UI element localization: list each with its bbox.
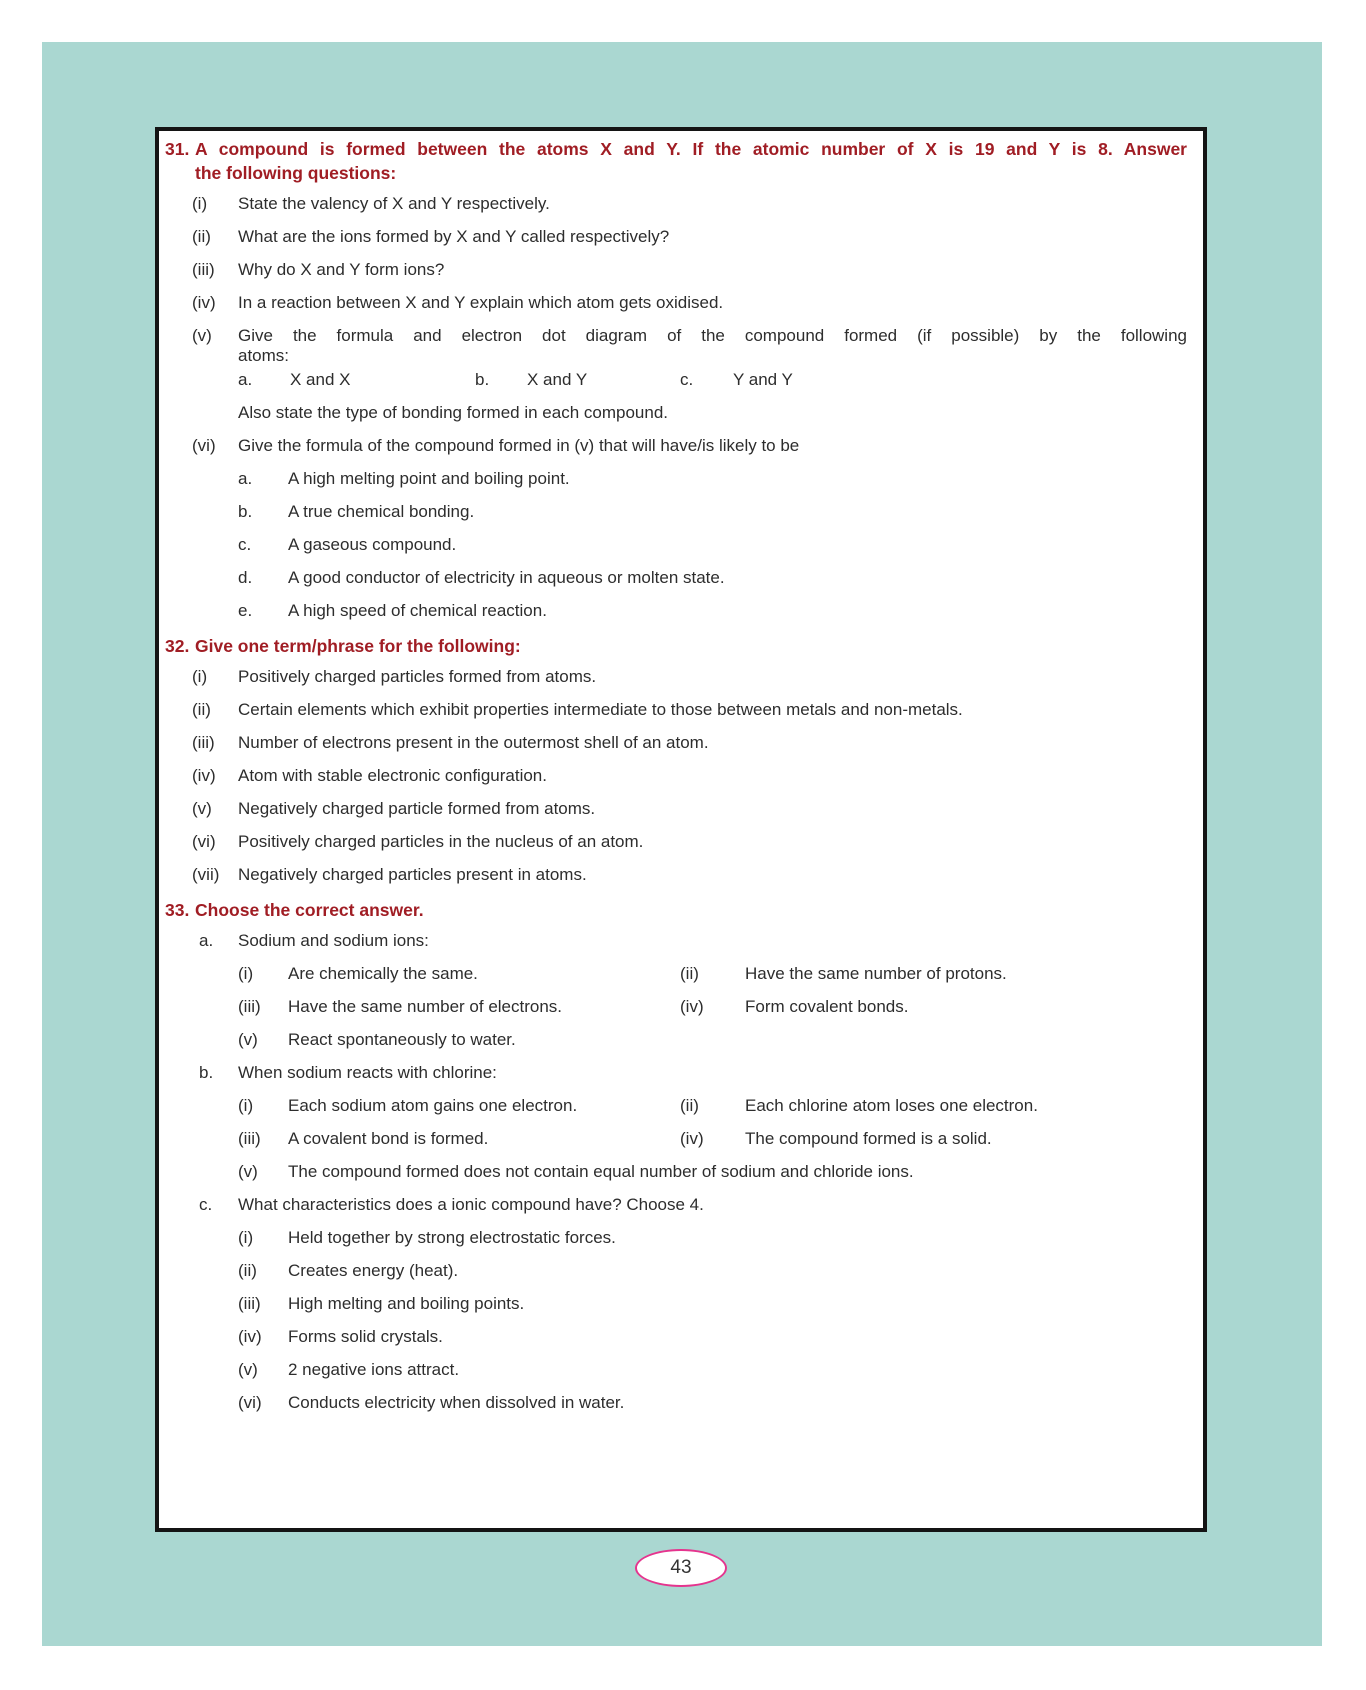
option-text: A gaseous compound.	[288, 535, 457, 554]
item-text: In a reaction between X and Y explain which atom gets oxidised.	[238, 293, 724, 312]
option-text: A true chemical bonding.	[288, 502, 475, 521]
option-label: a.	[238, 370, 253, 389]
item-label: (iii)	[192, 733, 215, 752]
item-text-line: Give the formula and electron dot diagram of the compound formed (if possible) by the following	[238, 326, 1187, 345]
option-text: Each chlorine atom loses one electron.	[745, 1096, 1038, 1115]
option-row	[159, 1261, 1203, 1281]
item-note	[159, 403, 1203, 423]
option-row-two-col	[159, 1129, 1203, 1149]
inline-option-row	[159, 370, 1203, 390]
item-text: Positively charged particles in the nucleus of an atom.	[238, 832, 644, 851]
question-item	[159, 832, 1203, 852]
question-item	[159, 436, 1203, 456]
option-label: (iii)	[238, 997, 261, 1016]
option-text: Creates energy (heat).	[288, 1261, 459, 1280]
option-label: (iv)	[238, 1327, 262, 1346]
question-part	[159, 1063, 1203, 1083]
item-text: State the valency of X and Y respectively.	[238, 194, 550, 213]
option-text: Form covalent bonds.	[745, 997, 909, 1016]
option-text: Conducts electricity when dissolved in water.	[288, 1393, 625, 1412]
option-label: (v)	[238, 1360, 258, 1379]
option-row-two-col	[159, 964, 1203, 984]
option-label: (ii)	[680, 1096, 699, 1115]
part-label: c.	[199, 1195, 213, 1214]
option-text: Have the same number of electrons.	[288, 997, 563, 1016]
option-label: (ii)	[238, 1261, 257, 1280]
question-item	[159, 260, 1203, 280]
question-number: 32.	[165, 636, 190, 656]
question-title-line: the following questions:	[195, 163, 397, 183]
option-row	[159, 535, 1203, 555]
option-label: (iii)	[238, 1294, 261, 1313]
option-label: c.	[680, 370, 694, 389]
question-item	[159, 227, 1203, 247]
part-text: When sodium reacts with chlorine:	[238, 1063, 497, 1082]
option-row	[159, 1162, 1203, 1182]
option-label: c.	[238, 535, 252, 554]
question-title	[195, 898, 1187, 922]
question-title	[195, 634, 1187, 658]
question-title-line: Give one term/phrase for the following:	[195, 636, 521, 656]
question-item	[159, 194, 1203, 214]
question-item	[159, 326, 1203, 366]
option-row	[159, 568, 1203, 588]
option-label: (iv)	[680, 997, 704, 1016]
option-label: (ii)	[680, 964, 699, 983]
question-part	[159, 1195, 1203, 1215]
option-text: Have the same number of protons.	[745, 964, 1007, 983]
item-label: (vi)	[192, 832, 216, 851]
question-title	[195, 137, 1187, 185]
part-label: b.	[199, 1063, 214, 1082]
option-text: Forms solid crystals.	[288, 1327, 443, 1346]
option-text: X and X	[290, 370, 351, 389]
item-label: (i)	[192, 194, 208, 213]
item-text: Number of electrons present in the outermost shell of an atom.	[238, 733, 709, 752]
option-row	[159, 469, 1203, 489]
option-text: The compound formed does not contain equal number of sodium and chloride ions.	[288, 1162, 914, 1181]
option-text: 2 negative ions attract.	[288, 1360, 460, 1379]
option-text: Are chemically the same.	[288, 964, 478, 983]
option-text: High melting and boiling points.	[288, 1294, 525, 1313]
option-label: (vi)	[238, 1393, 262, 1412]
item-text: Give the formula of the compound formed in (v) that will have/is likely to be	[238, 436, 800, 455]
page-number: 43	[670, 1557, 692, 1578]
option-row	[159, 1393, 1203, 1413]
option-label: b.	[238, 502, 253, 521]
option-label: a.	[238, 469, 253, 488]
option-label: (i)	[238, 964, 254, 983]
item-text: What are the ions formed by X and Y called respectively?	[238, 227, 670, 246]
option-text: X and Y	[527, 370, 588, 389]
option-label: (v)	[238, 1162, 258, 1181]
option-row	[159, 1360, 1203, 1380]
item-text: Certain elements which exhibit properties intermediate to those between metals and non-metals.	[238, 700, 963, 719]
item-label: (v)	[192, 326, 212, 345]
part-label: a.	[199, 931, 214, 950]
item-text: Negatively charged particle formed from atoms.	[238, 799, 596, 818]
option-label: (iv)	[680, 1129, 704, 1148]
question-item	[159, 799, 1203, 819]
option-label: (v)	[238, 1030, 258, 1049]
option-row	[159, 1294, 1203, 1314]
question-item	[159, 293, 1203, 313]
item-text	[238, 326, 1187, 366]
question-31-heading	[159, 137, 1203, 185]
item-label: (iv)	[192, 293, 216, 312]
question-number: 33.	[165, 900, 190, 920]
part-text: Sodium and sodium ions:	[238, 931, 429, 950]
page-number-badge	[635, 1549, 727, 1587]
option-label: e.	[238, 601, 253, 620]
option-label: (i)	[238, 1096, 254, 1115]
question-title-line: Choose the correct answer.	[195, 900, 424, 920]
item-label: (ii)	[192, 227, 211, 246]
item-label: (iv)	[192, 766, 216, 785]
option-row	[159, 1030, 1203, 1050]
item-label: (ii)	[192, 700, 211, 719]
item-text: Why do X and Y form ions?	[238, 260, 445, 279]
question-item	[159, 667, 1203, 687]
option-text: A high melting point and boiling point.	[288, 469, 570, 488]
option-text: A high speed of chemical reaction.	[288, 601, 547, 620]
item-text: Atom with stable electronic configuration.	[238, 766, 547, 785]
option-label: d.	[238, 568, 253, 587]
content-box	[155, 127, 1207, 1532]
option-label: b.	[475, 370, 490, 389]
item-text-line: atoms:	[238, 346, 290, 365]
option-text: Y and Y	[733, 370, 793, 389]
question-item	[159, 766, 1203, 786]
question-title-line: A compound is formed between the atoms X and Y. If the atomic number of X is 19 and Y is 8. Answer	[195, 139, 1187, 159]
option-text: A good conductor of electricity in aqueous or molten state.	[288, 568, 725, 587]
option-row-two-col	[159, 997, 1203, 1017]
question-item	[159, 700, 1203, 720]
question-32-heading	[159, 634, 1203, 658]
item-label: (v)	[192, 799, 212, 818]
option-label: (iii)	[238, 1129, 261, 1148]
option-text: Held together by strong electrostatic forces.	[288, 1228, 616, 1247]
item-text: Negatively charged particles present in atoms.	[238, 865, 587, 884]
option-text: The compound formed is a solid.	[745, 1129, 992, 1148]
option-row	[159, 502, 1203, 522]
item-label: (i)	[192, 667, 208, 686]
question-part	[159, 931, 1203, 951]
question-33-heading	[159, 898, 1203, 922]
option-text: A covalent bond is formed.	[288, 1129, 489, 1148]
option-row-two-col	[159, 1096, 1203, 1116]
option-text: Each sodium atom gains one electron.	[288, 1096, 578, 1115]
option-row	[159, 1228, 1203, 1248]
part-text: What characteristics does a ionic compound have? Choose 4.	[238, 1195, 704, 1214]
question-item	[159, 865, 1203, 885]
item-note-text: Also state the type of bonding formed in each compound.	[238, 403, 668, 422]
option-row	[159, 1327, 1203, 1347]
page-inner-background	[42, 42, 1322, 1646]
question-item	[159, 733, 1203, 753]
item-label: (vi)	[192, 436, 216, 455]
item-text: Positively charged particles formed from atoms.	[238, 667, 597, 686]
option-text: React spontaneously to water.	[288, 1030, 516, 1049]
item-label: (iii)	[192, 260, 215, 279]
option-row	[159, 601, 1203, 621]
question-number: 31.	[165, 139, 190, 159]
option-label: (i)	[238, 1228, 254, 1247]
item-label: (vii)	[192, 865, 220, 884]
